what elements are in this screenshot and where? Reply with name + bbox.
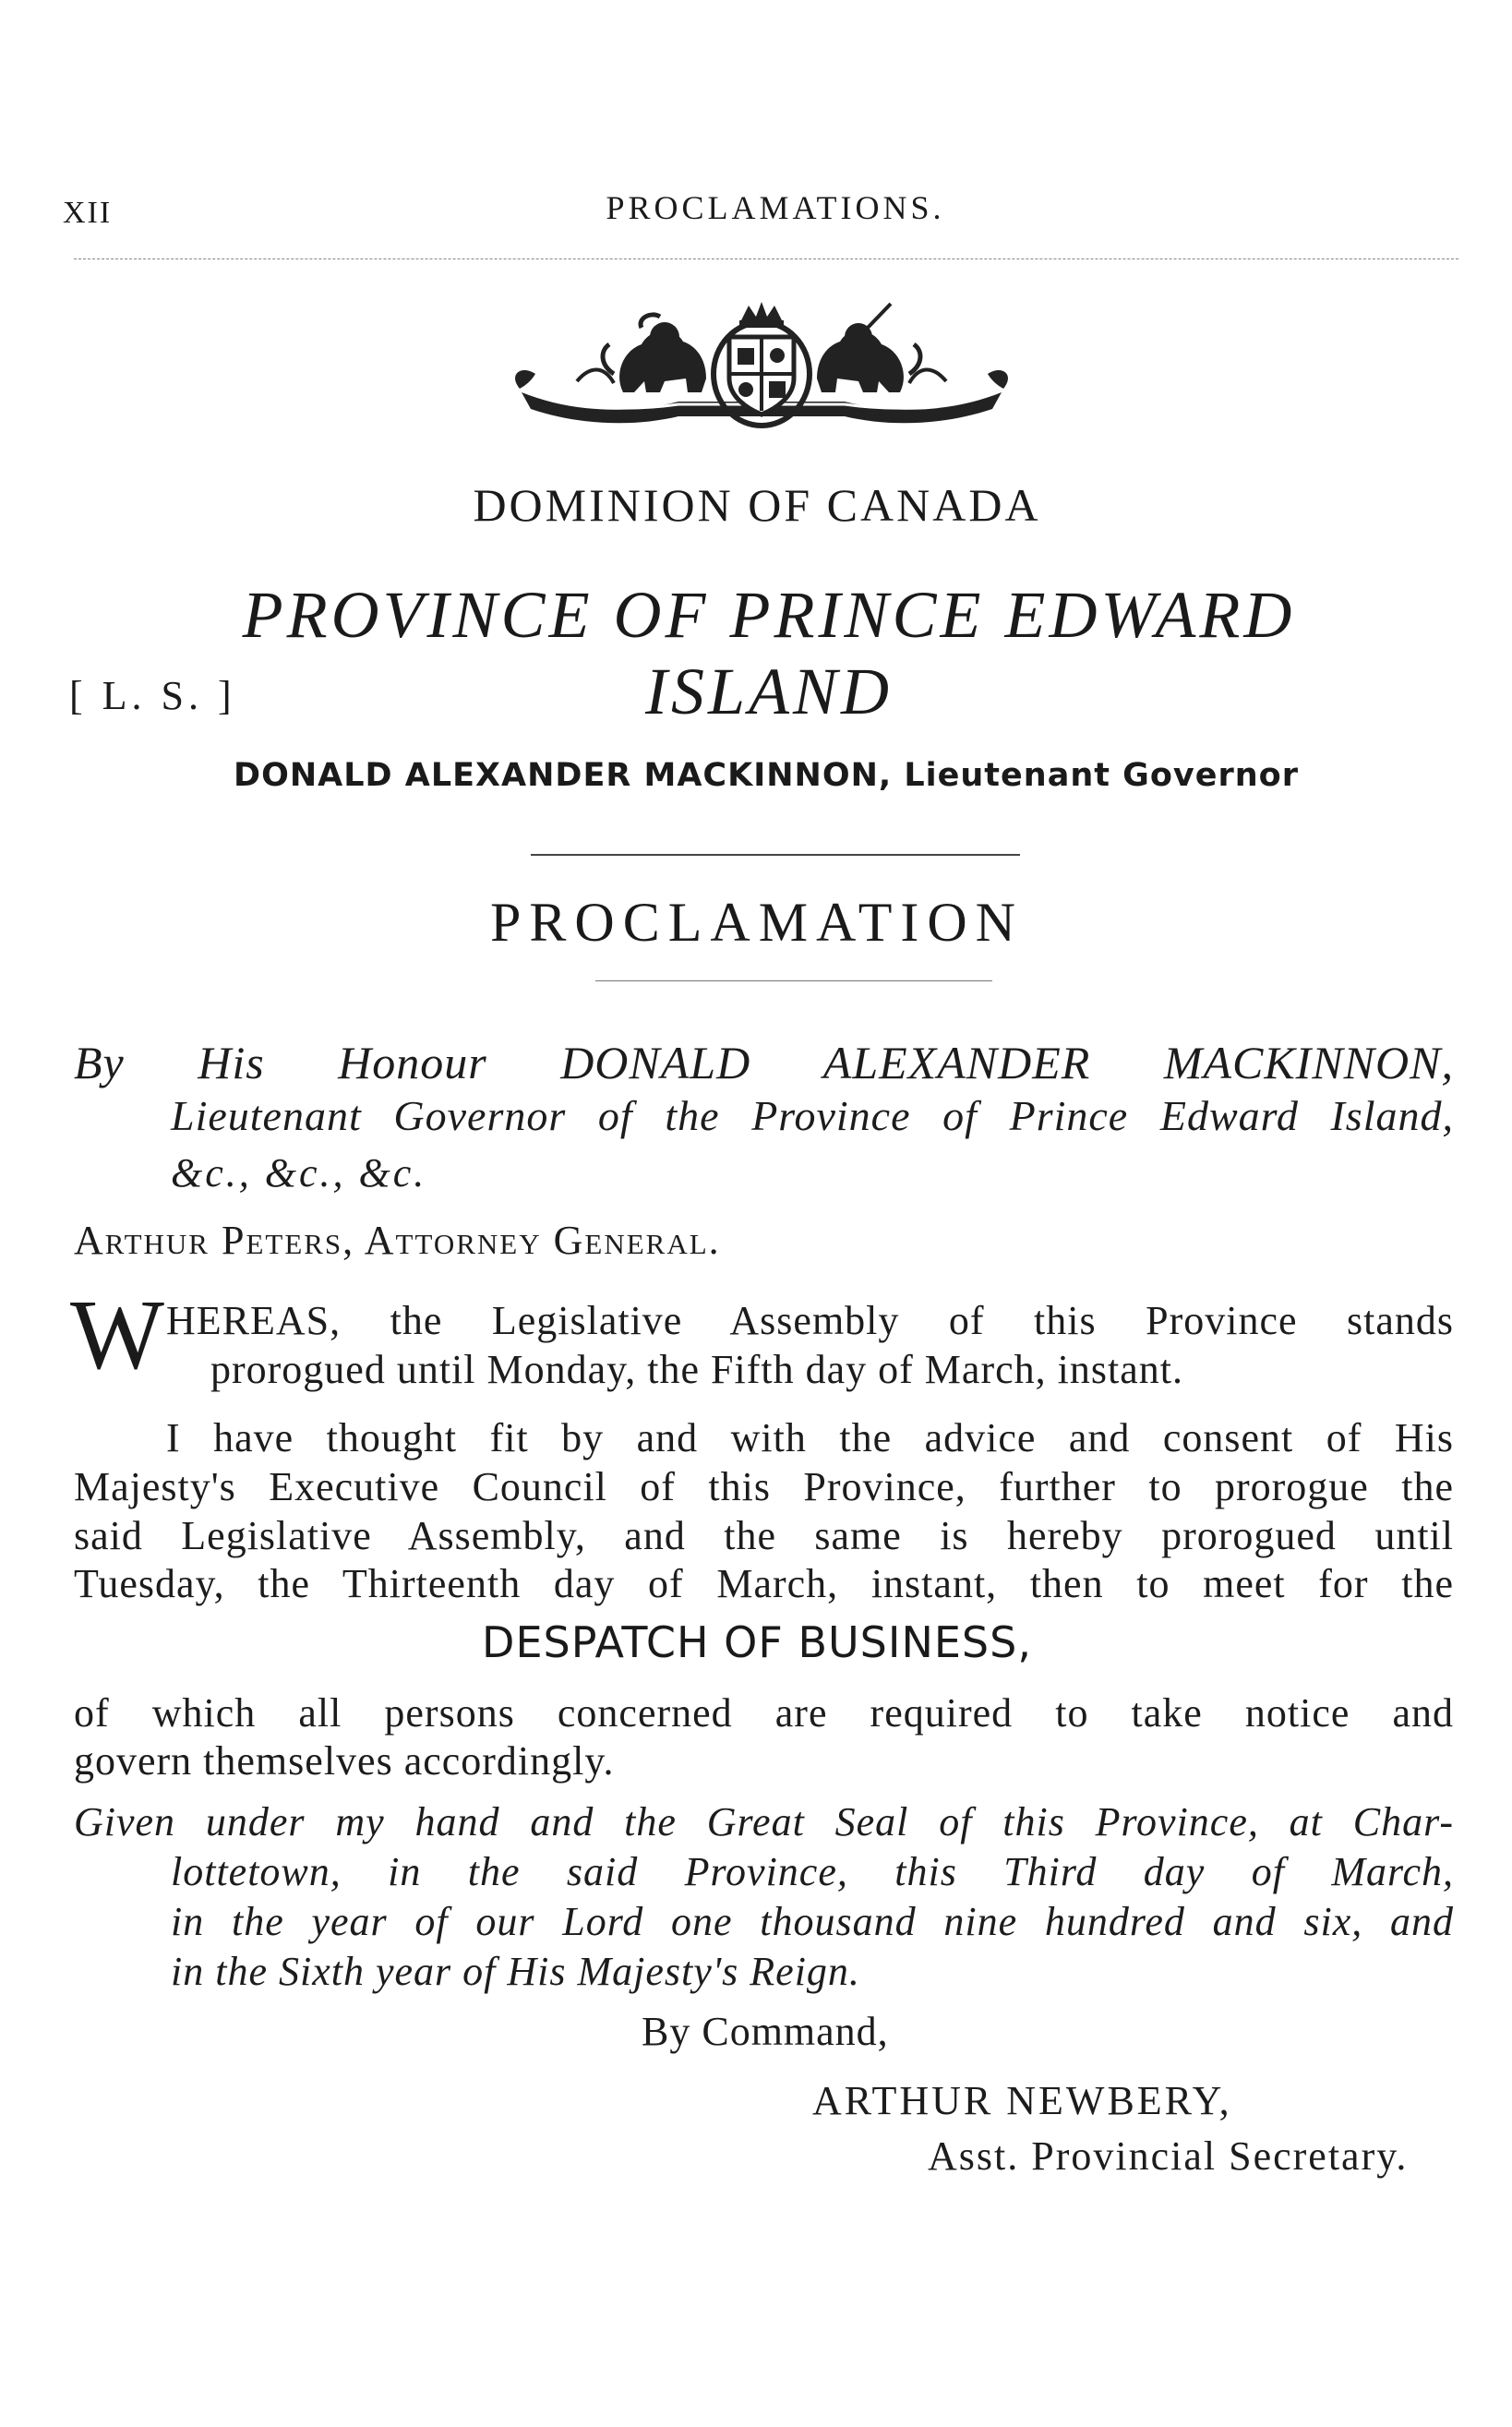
by-command: By Command, — [642, 2009, 889, 2054]
signatory-office: Asst. Provincial Secretary. — [928, 2133, 1409, 2179]
governor-line: DONALD ALEXANDER MACKINNON, Lieutenant Governor — [234, 757, 1299, 794]
proclamation-title: PROCLAMATION — [489, 892, 1025, 953]
signatory-name: ARTHUR NEWBERY, — [812, 2078, 1232, 2123]
given-under-line-1: Given under my hand and the Great Seal of this Province, at Char- — [74, 1799, 1454, 1844]
given-under-line-3: in the year of our Lord one thousand nine hundred and six, and — [171, 1899, 1454, 1944]
dominion-heading: DOMINION OF CANADA — [473, 479, 1041, 531]
running-title: PROCLAMATIONS. — [606, 189, 945, 226]
divider-rule-top — [531, 854, 1020, 856]
by-his-honour-line-2: Lieutenant Governor of the Province of Prince Edward Island, — [171, 1092, 1454, 1139]
paragraph2-line-4: Tuesday, the Thirteenth day of March, instant, then to meet for the — [74, 1561, 1454, 1606]
header-rule — [74, 258, 1458, 259]
paragraph2-line-2: Majesty's Executive Council of this Province, further to prorogue the — [74, 1464, 1454, 1509]
drop-cap: W — [70, 1280, 164, 1390]
attorney-general-line: Arthur Peters, Attorney General. — [74, 1218, 721, 1263]
royal-coat-of-arms-emblem — [512, 300, 1011, 429]
province-heading: PROVINCE OF PRINCE EDWARD ISLAND — [242, 578, 1296, 728]
divider-rule-bottom — [595, 980, 992, 981]
despatch-of-business: DESPATCH OF BUSINESS, — [482, 1617, 1032, 1667]
given-under-line-2: lottetown, in the said Province, this Third day of March, — [171, 1849, 1454, 1894]
seal-mark: [ L. S. ] — [69, 673, 236, 718]
paragraph3-line-2: govern themselves accordingly. — [74, 1738, 615, 1784]
whereas-line-2: prorogued until Monday, the Fifth day of March, instant. — [210, 1347, 1183, 1392]
by-his-honour-line-1: By His Honour DONALD ALEXANDER MACKINNON, — [74, 1037, 1454, 1088]
paragraph2-line-1: I have thought fit by and with the advice and consent of His — [166, 1415, 1454, 1460]
paragraph3-line-1: of which all persons concerned are required to take notice and — [74, 1690, 1454, 1736]
given-under-line-4: in the Sixth year of His Majesty's Reign. — [171, 1949, 860, 1994]
paragraph2-line-3: said Legislative Assembly, and the same is hereby prorogued until — [74, 1513, 1454, 1558]
by-his-honour-line-3: &c., &c., &c. — [171, 1150, 427, 1195]
page-number: XII — [63, 196, 113, 230]
whereas-line-1: HEREAS, the Legislative Assembly of this Province stands — [166, 1298, 1454, 1343]
